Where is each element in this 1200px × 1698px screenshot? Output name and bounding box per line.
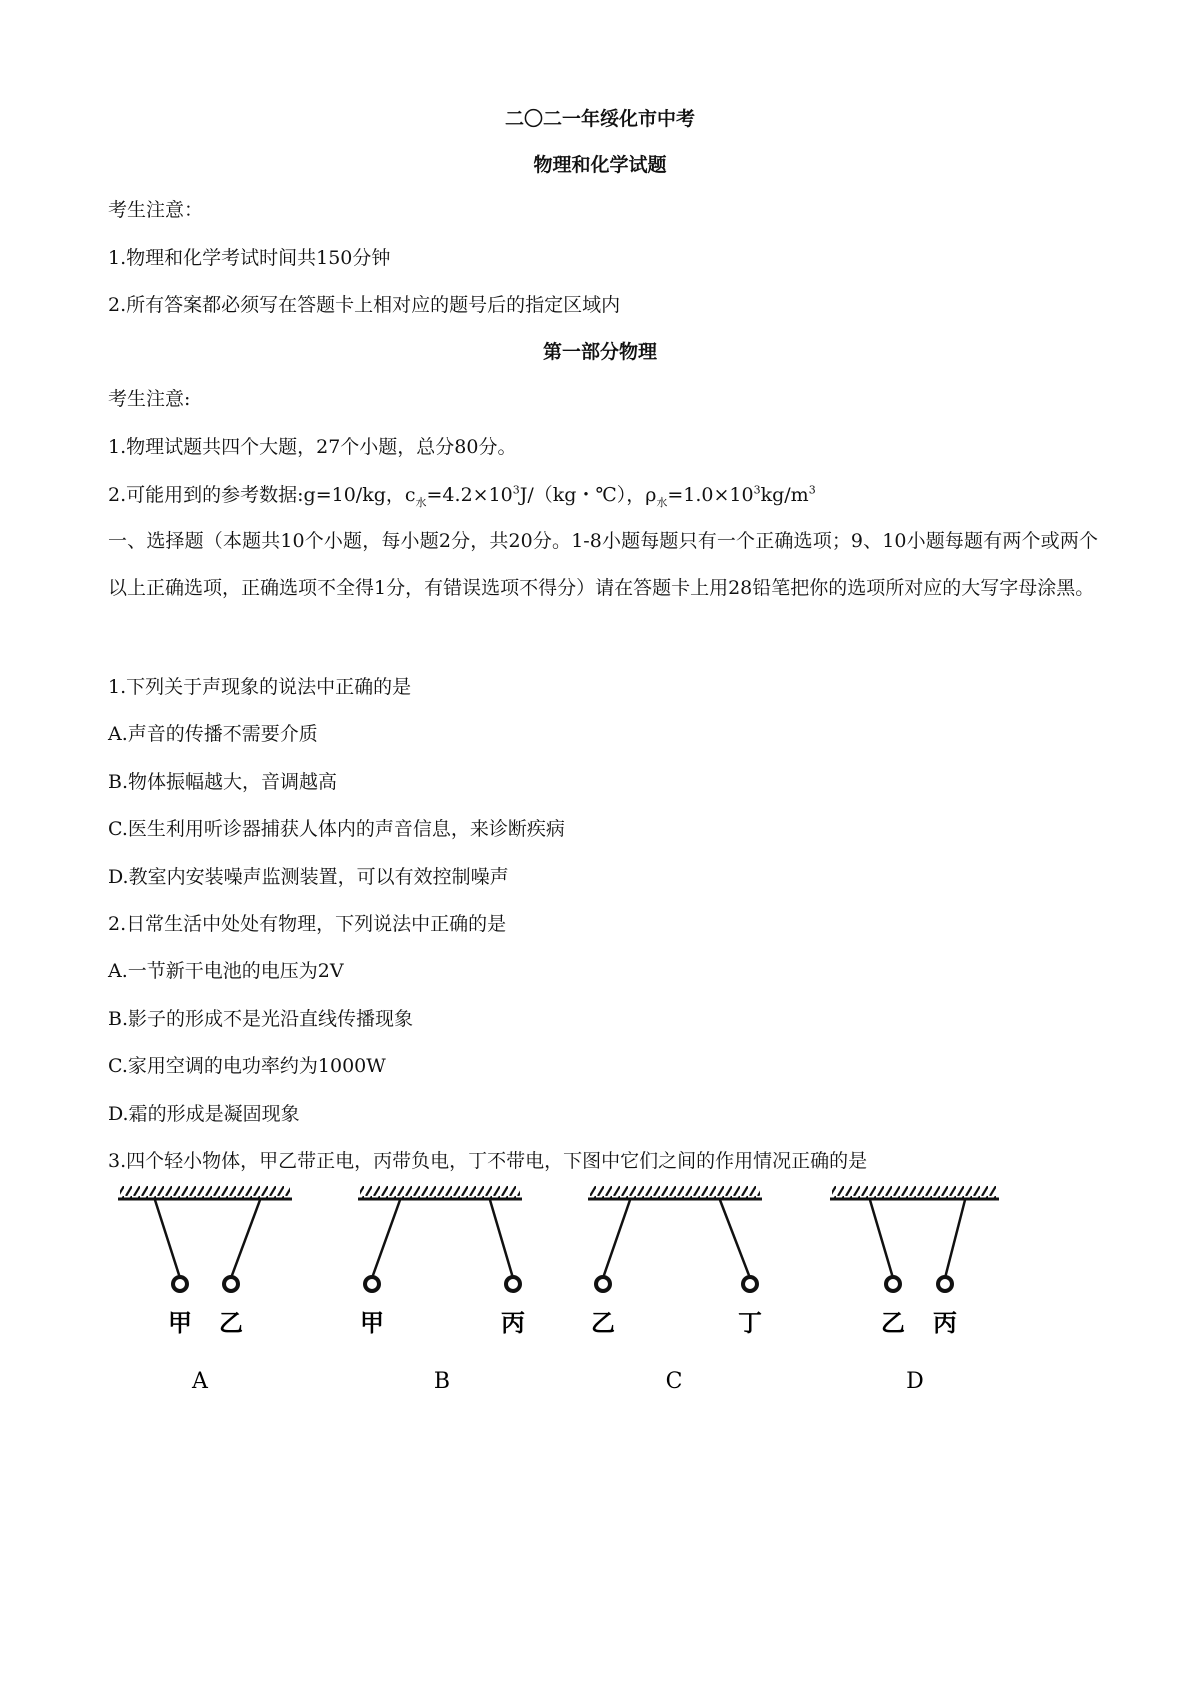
- exam-title: 二〇二一年绥化市中考: [504, 108, 695, 130]
- part1-notice-item-1: 1.物理试题共四个大题，27个小题，总分80分。: [108, 436, 517, 458]
- question-1-stem: 1.下列关于声现象的说法中正确的是: [108, 676, 412, 698]
- string-right: [490, 1200, 513, 1278]
- ref-data-c-unit: J/（kg・℃），ρ: [519, 484, 657, 506]
- question-1-option-c: C.医生利用听诊器捕获人体内的声音信息，来诊断疾病: [108, 818, 565, 840]
- ball-left: [886, 1277, 900, 1291]
- ball-left: [596, 1277, 610, 1291]
- question-3-stem: 3.四个轻小物体，甲乙带正电，丙带负电，丁不带电，下图中它们之间的作用情况正确的是: [108, 1150, 868, 1172]
- part1-title: 第一部分物理: [542, 341, 657, 363]
- exam-subtitle: 物理和化学试题: [533, 154, 667, 176]
- part1-notice-label: 考生注意:: [108, 388, 191, 410]
- ball-right-label: 乙: [219, 1308, 243, 1337]
- ball-right: [938, 1277, 952, 1291]
- question-1-option-b: B.物体振幅越大，音调越高: [108, 771, 338, 793]
- figure-panel-a: [118, 1186, 292, 1394]
- question-2-option-a: A.一节新干电池的电压为2V: [108, 960, 344, 982]
- section1-instructions: 一、选择题（本题共10个小题，每小题2分，共20分。1-8小题每题只有一个正确选项；9、10小题每题有两个或两个以上正确选项，正确选项不全得1分，有错误选项不得分）请在答题卡上用28铅笔把你的选项所对应的大写字母涂黑。: [108, 530, 1098, 599]
- ceiling-hatch: [590, 1186, 760, 1198]
- ball-left-label: 乙: [881, 1308, 905, 1337]
- ball-left-label: 甲: [360, 1308, 384, 1337]
- panel-letter-d: D: [906, 1369, 924, 1394]
- question-2-option-b: B.影子的形成不是光沿直线传播现象: [108, 1008, 414, 1030]
- ball-right-label: 丁: [738, 1308, 762, 1337]
- ball-right-label: 丙: [933, 1308, 957, 1337]
- ref-data-rho-value: =1.0×10: [667, 484, 754, 506]
- general-notice-item-2: 2.所有答案都必须写在答题卡上相对应的题号后的指定区域内: [108, 294, 621, 316]
- general-notice-label: 考生注意：: [108, 199, 204, 221]
- figure-panel-b: [358, 1186, 525, 1394]
- ref-data-c-value: =4.2×10: [426, 484, 513, 506]
- panel-letter-b: B: [433, 1369, 451, 1394]
- ball-left: [173, 1277, 187, 1291]
- string-left: [870, 1200, 893, 1278]
- ball-right: [743, 1277, 757, 1291]
- pendulum-figure: [100, 1166, 1100, 1406]
- figure-panel-d: [830, 1186, 999, 1394]
- ceiling-hatch: [832, 1186, 997, 1198]
- ref-data-sub-water-1: 水: [415, 495, 427, 509]
- ref-data-sup-3: 3: [808, 483, 816, 497]
- question-2-option-d: D.霜的形成是凝固现象: [108, 1103, 300, 1125]
- ball-right: [224, 1277, 238, 1291]
- figure-panel-c: [588, 1186, 762, 1394]
- question-2-option-c: C.家用空调的电功率约为1000W: [108, 1055, 386, 1077]
- ceiling-hatch: [120, 1186, 290, 1198]
- string-left: [155, 1200, 180, 1278]
- ref-data-rho-unit: kg/m: [760, 484, 809, 506]
- ref-data-sup-1: 3: [512, 483, 520, 497]
- general-notice-item-1: 1.物理和化学考试时间共150分钟: [108, 247, 391, 269]
- ball-right: [506, 1277, 520, 1291]
- ref-data-prefix: 2.可能用到的参考数据:g=10/kg，c: [108, 484, 416, 506]
- ball-left-label: 乙: [591, 1308, 615, 1337]
- ref-data-sub-water-2: 水: [656, 495, 668, 509]
- question-2-stem: 2.日常生活中处处有物理，下列说法中正确的是: [108, 913, 507, 935]
- string-left: [372, 1200, 400, 1278]
- panel-letter-c: C: [665, 1369, 683, 1394]
- string-right: [231, 1200, 260, 1278]
- question-1-option-a: A.声音的传播不需要介质: [108, 723, 318, 745]
- ceiling-hatch: [360, 1186, 520, 1198]
- string-left: [603, 1200, 630, 1278]
- string-right: [720, 1200, 750, 1278]
- string-right: [945, 1200, 965, 1278]
- part1-notice-item-2: [108, 482, 816, 508]
- ref-data-sup-2: 3: [753, 483, 761, 497]
- question-1-option-d: D.教室内安装噪声监测装置，可以有效控制噪声: [108, 866, 509, 888]
- ball-right-label: 丙: [501, 1308, 525, 1337]
- ball-left-label: 甲: [168, 1308, 192, 1337]
- panel-letter-a: A: [192, 1369, 208, 1394]
- ball-left: [365, 1277, 379, 1291]
